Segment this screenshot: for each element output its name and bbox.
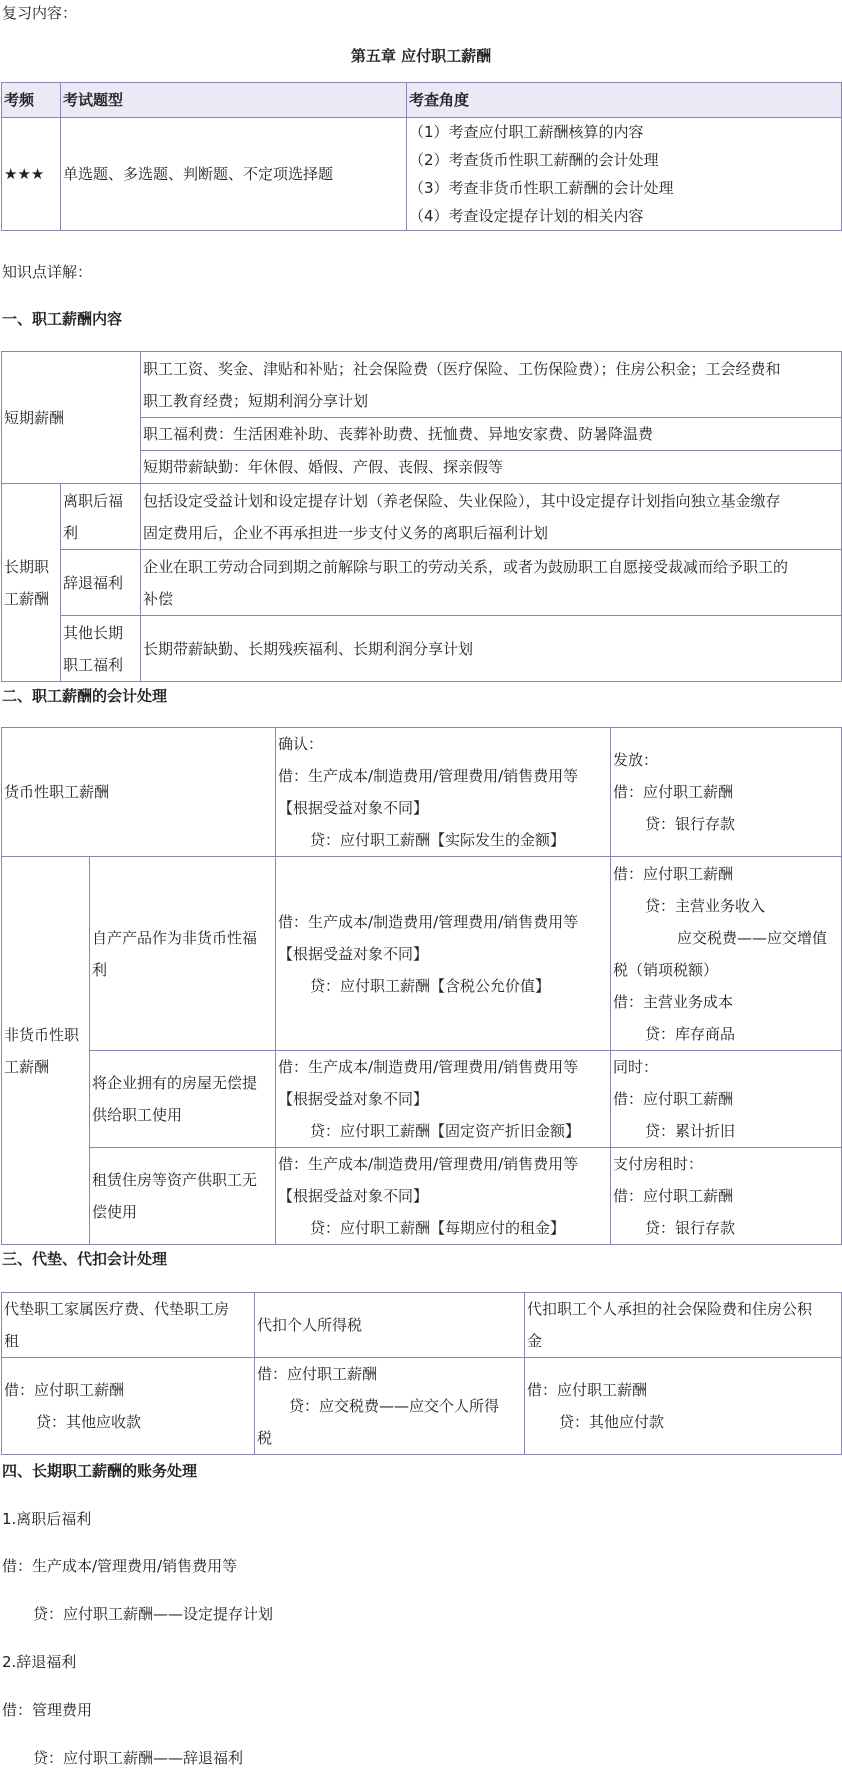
question-types: 单选题、多选题、判断题、不定项选择题: [61, 118, 407, 231]
nonmonetary-other: [611, 1051, 842, 1148]
text-line: 同时：: [613, 1058, 659, 1076]
text-line: 利: [92, 960, 108, 979]
text-line: 借：生产成本/制造费用/管理费用/销售费用等: [278, 912, 579, 931]
text-line: 确认：: [278, 735, 324, 753]
details-label: 知识点详解：: [2, 263, 93, 281]
text-line: 借：应付职工薪酬: [613, 864, 734, 883]
text-line: 贷：库存商品: [645, 1024, 736, 1043]
text-line: 贷：其他应付款: [559, 1413, 665, 1431]
text-line: 支付房租时：: [613, 1155, 704, 1173]
text-line: 借：应付职工薪酬: [613, 1187, 734, 1205]
salary-content-table: [1, 351, 842, 682]
text-line: 【根据受益对象不同】: [278, 1187, 429, 1205]
nonmonetary-recognize: [276, 857, 611, 1051]
section-title: 一、职工薪酬内容: [2, 310, 123, 328]
table-header-row: [2, 83, 842, 118]
long-term-label: [2, 484, 61, 682]
text-line: 税: [257, 1429, 273, 1447]
text-line: 其他长期: [63, 623, 124, 642]
table-row: [2, 1358, 842, 1455]
table-row: [2, 857, 842, 1051]
section-title: 三、代垫、代扣会计处理: [2, 1250, 168, 1268]
text-line: 借：生产成本/制造费用/管理费用/销售费用等: [278, 767, 579, 785]
accounting-treatment-table: [1, 727, 842, 1245]
text-line: 供给职工使用: [92, 1106, 183, 1124]
nonmonetary-name: [90, 857, 276, 1051]
text-line: 借：主营业务成本: [613, 992, 734, 1011]
text-line: 长期职: [4, 557, 50, 576]
nonmonetary-name: [90, 1051, 276, 1148]
header-social-insurance: [525, 1293, 842, 1358]
header-question-types: 考试题型: [61, 83, 407, 118]
nonmonetary-other: [611, 1148, 842, 1245]
text-line: 借：生产成本/制造费用/管理费用/销售费用等: [278, 1155, 579, 1173]
header-frequency: 考频: [2, 83, 61, 118]
nonmonetary-other: [611, 857, 842, 1051]
text-line: 利: [63, 523, 79, 542]
text-line: 贷：银行存款: [645, 815, 736, 833]
table-row: [2, 352, 842, 418]
entry-social-insurance: [525, 1358, 842, 1455]
text-line: 包括设定受益计划和设定提存计划（养老保险、失业保险），其中设定提存计划指向独立基金缴存: [143, 491, 781, 510]
nonmonetary-label: [2, 857, 90, 1245]
text-line: 借：应付职工薪酬: [4, 1381, 125, 1399]
text-line: 【根据受益对象不同】: [278, 944, 429, 963]
short-term-item: 职工福利费：生活困难补助、丧葬补助费、抚恤费、异地安家费、防暑降温费: [141, 418, 842, 451]
monetary-label: 货币性职工薪酬: [2, 728, 276, 857]
text-line: 工薪酬: [4, 1057, 50, 1076]
advance-withhold-table: [1, 1292, 842, 1455]
long-term-name: [61, 484, 141, 550]
text-line: 偿使用: [92, 1203, 138, 1221]
short-term-item: 短期带薪缺勤：年休假、婚假、产假、丧假、探亲假等: [141, 451, 842, 484]
text-line: 企业在职工劳动合同到期之前解除与职工的劳动关系，或者为鼓励职工自愿接受裁减而给予职工的: [143, 557, 789, 576]
text-line: 固定费用后，企业不再承担进一步支付义务的离职后福利计划: [143, 523, 549, 542]
credit-line: 贷：应付职工薪酬——设定提存计划: [33, 1605, 274, 1623]
table-row: [2, 484, 842, 550]
nonmonetary-recognize: [276, 1051, 611, 1148]
monetary-payment: [611, 728, 842, 857]
monetary-recognize: [276, 728, 611, 857]
item-heading: 2.辞退福利: [2, 1653, 77, 1671]
table-row: [2, 1293, 842, 1358]
text-line: 贷：银行存款: [645, 1219, 736, 1237]
text-line: 贷：应付职工薪酬【实际发生的金额】: [310, 831, 566, 849]
long-term-name: [61, 616, 141, 682]
text-line: 金: [527, 1332, 543, 1350]
text-line: 租: [4, 1332, 20, 1350]
text-line: 借：应付职工薪酬: [613, 1090, 734, 1108]
text-line: 贷：主营业务收入: [645, 896, 766, 915]
text-line: 税（销项税额）: [613, 960, 719, 979]
text-line: 【根据受益对象不同】: [278, 799, 429, 817]
table-row: [2, 728, 842, 857]
entry-advance: [2, 1358, 255, 1455]
text-line: 职工工资、奖金、津贴和补贴；社会保险费（医疗保险、工伤保险费）；住房公积金；工会经费和: [143, 359, 781, 378]
text-line: 补偿: [143, 589, 174, 608]
header-angles: 考查角度: [407, 83, 842, 118]
text-line: 非货币性职: [4, 1025, 80, 1044]
text-line: 贷：应付职工薪酬【固定资产折旧金额】: [310, 1122, 581, 1140]
angle-item: （3）考查非货币性职工薪酬的会计处理: [409, 179, 674, 197]
text-line: 贷：应付职工薪酬【每期应付的租金】: [310, 1219, 566, 1237]
section-title: 二、职工薪酬的会计处理: [2, 687, 168, 705]
debit-line: 借：生产成本/管理费用/销售费用等: [2, 1557, 238, 1575]
intro-label: 复习内容：: [2, 4, 78, 22]
text-line: 借：应付职工薪酬: [613, 783, 734, 801]
angle-item: （4）考查设定提存计划的相关内容: [409, 207, 644, 225]
frequency-stars: ★★★: [2, 118, 61, 231]
text-line: 将企业拥有的房屋无偿提: [92, 1074, 258, 1092]
nonmonetary-name: [90, 1148, 276, 1245]
credit-line: 贷：应付职工薪酬——辞退福利: [33, 1749, 244, 1767]
text-line: 工薪酬: [4, 589, 50, 608]
angle-item: （1）考查应付职工薪酬核算的内容: [409, 123, 644, 141]
text-line: 代扣职工个人承担的社会保险费和住房公积: [527, 1300, 813, 1318]
item-heading: 1.离职后福利: [2, 1510, 92, 1528]
long-term-desc: 长期带薪缺勤、长期残疾福利、长期利润分享计划: [141, 616, 842, 682]
long-term-desc: [141, 484, 842, 550]
text-line: 代垫职工家属医疗费、代垫职工房: [4, 1300, 230, 1318]
section-title: 四、长期职工薪酬的账务处理: [2, 1462, 198, 1480]
text-line: 发放：: [613, 751, 659, 769]
table-row: [2, 1148, 842, 1245]
text-line: 贷：应付职工薪酬【含税公允价值】: [310, 976, 551, 995]
text-line: 自产产品作为非货币性福: [92, 928, 258, 947]
angle-item: （2）考查货币性职工薪酬的会计处理: [409, 151, 659, 169]
table-row: [2, 616, 842, 682]
angles-cell: [407, 118, 842, 231]
short-term-item: [141, 352, 842, 418]
nonmonetary-recognize: [276, 1148, 611, 1245]
text-line: 【根据受益对象不同】: [278, 1090, 429, 1108]
overview-table: [1, 82, 842, 231]
header-income-tax: 代扣个人所得税: [255, 1293, 525, 1358]
debit-line: 借：管理费用: [2, 1701, 93, 1719]
short-term-label: 短期薪酬: [2, 352, 141, 484]
text-line: 贷：其他应收款: [36, 1413, 142, 1431]
header-advance: [2, 1293, 255, 1358]
table-row: [2, 550, 842, 616]
text-line: 借：生产成本/制造费用/管理费用/销售费用等: [278, 1058, 579, 1076]
text-line: 应交税费——应交增值: [677, 928, 828, 947]
text-line: 借：应付职工薪酬: [257, 1365, 378, 1383]
long-term-desc: [141, 550, 842, 616]
entry-income-tax: [255, 1358, 525, 1455]
text-line: 职工福利: [63, 655, 124, 674]
text-line: 贷：累计折旧: [645, 1122, 736, 1140]
text-line: 借：应付职工薪酬: [527, 1381, 648, 1399]
chapter-title: 第五章 应付职工薪酬: [350, 47, 492, 65]
text-line: 离职后福: [63, 491, 124, 510]
table-row: [2, 1051, 842, 1148]
long-term-name: 辞退福利: [61, 550, 141, 616]
text-line: 租赁住房等资产供职工无: [92, 1171, 258, 1189]
text-line: 职工教育经费；短期利润分享计划: [143, 391, 369, 410]
table-row: [2, 118, 842, 231]
text-line: 贷：应交税费——应交个人所得: [289, 1397, 500, 1415]
